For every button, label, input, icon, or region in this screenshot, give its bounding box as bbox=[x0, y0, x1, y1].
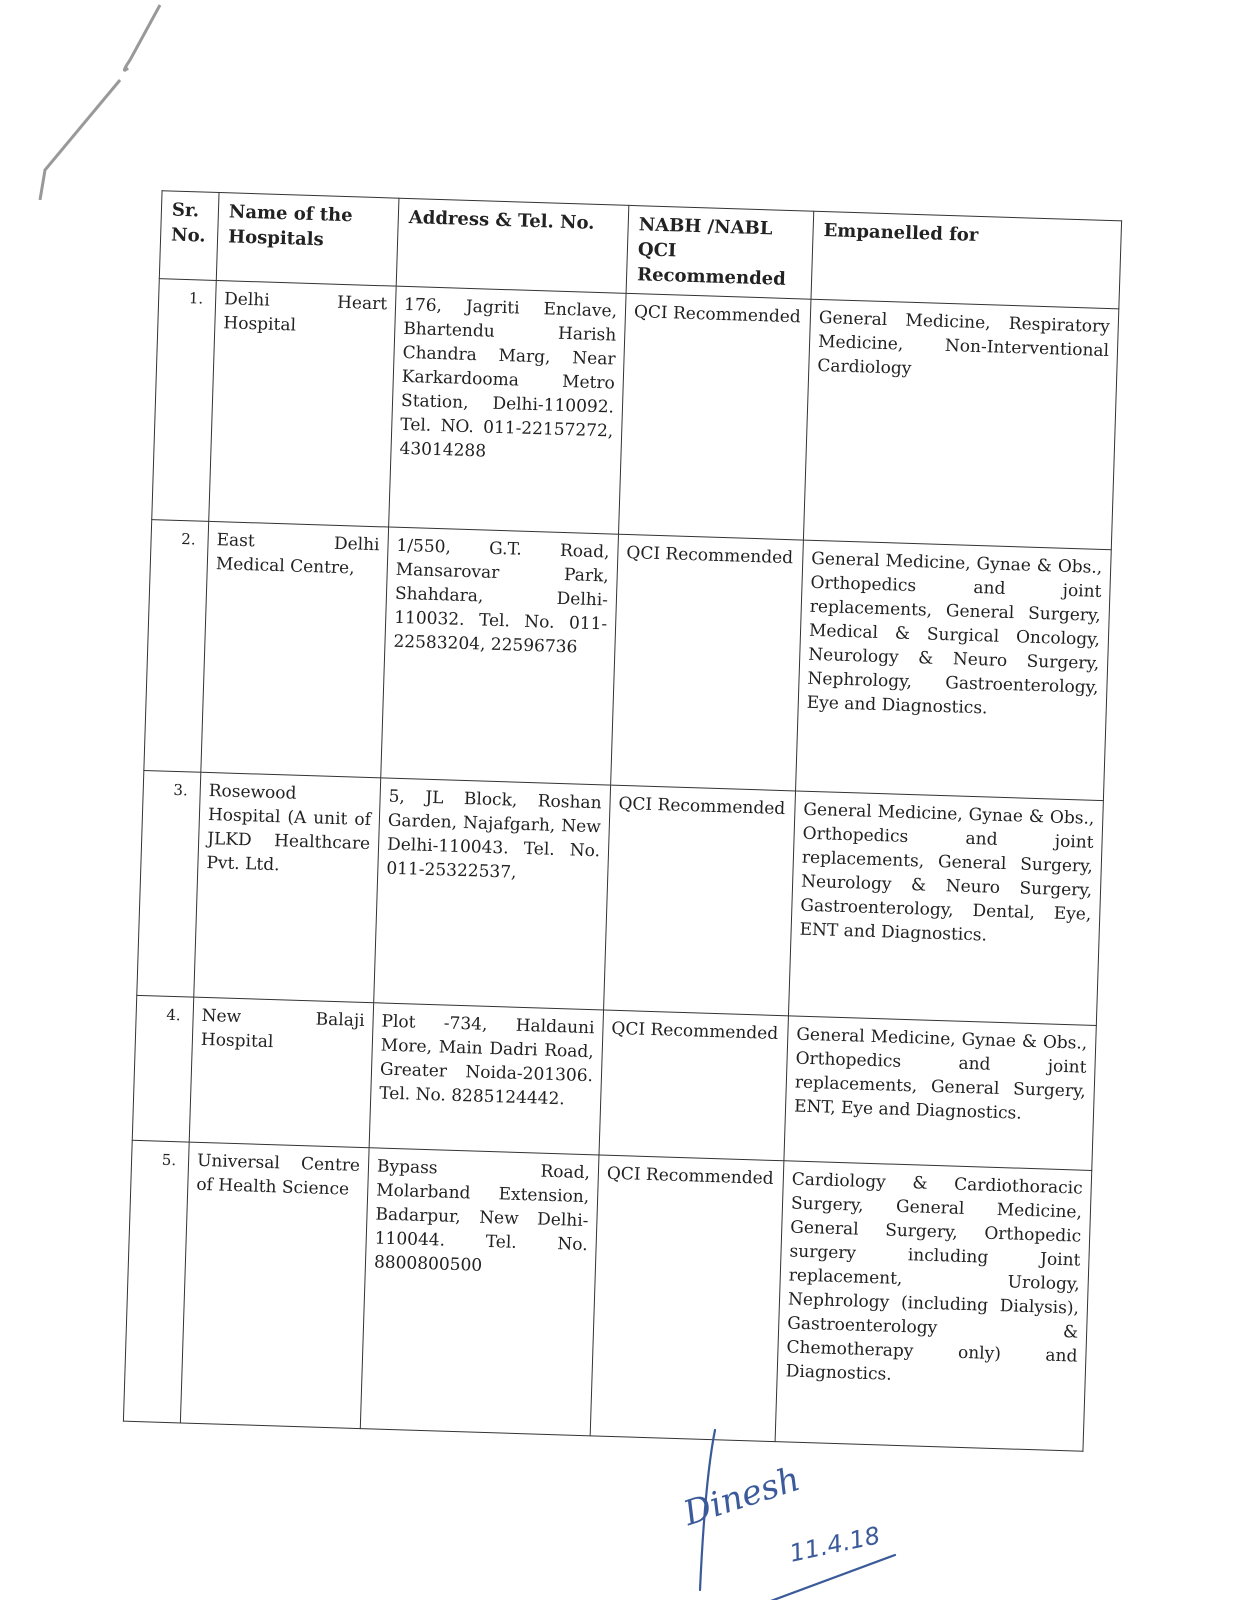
cell-sr: 3. bbox=[137, 770, 201, 997]
cell-accreditation: QCI Recommended bbox=[590, 1155, 784, 1442]
signature-date: 11.4.18 bbox=[787, 1521, 883, 1568]
cell-address: 5, JL Block, Roshan Garden, Najafgarh, New Delhi-110043. Tel. No. 011-25322537, bbox=[374, 778, 611, 1010]
hospital-empanelment-table bbox=[123, 190, 1122, 1452]
header-hospital-name: Name of the Hospitals bbox=[216, 193, 399, 287]
header-empanelled-for: Empanelled for bbox=[811, 211, 1122, 309]
cell-address: 1/550, G.T. Road, Mansarovar Park, Shahdara, Delhi-110032. Tel. No. 011-22583204, 22596736 bbox=[381, 527, 619, 785]
cell-accreditation: QCI Recommended bbox=[611, 534, 804, 791]
page-fold-mark bbox=[0, 0, 170, 200]
cell-empanelled: General Medicine, Gynae & Obs., Orthopedics and joint replacements, General Surgery, Medical & Surgical Oncology, Neurology & Neuro Surgery, Nephrology, Gastroenterology, Eye and Diagnostics. bbox=[796, 540, 1112, 801]
cell-accreditation: QCI Recommended bbox=[619, 293, 811, 540]
cell-name: Delhi Heart Hospital bbox=[209, 280, 396, 527]
cell-name: New Balaji Hospital bbox=[189, 997, 373, 1148]
table-row bbox=[144, 520, 1111, 801]
cell-sr: 5. bbox=[123, 1140, 189, 1423]
cell-accreditation: QCI Recommended bbox=[604, 785, 796, 1016]
cell-sr: 4. bbox=[132, 995, 194, 1142]
header-sr-no: Sr. No. bbox=[159, 191, 219, 281]
cell-empanelled: General Medicine, Respiratory Medicine, Non-Interventional Cardiology bbox=[803, 299, 1118, 550]
cell-sr: 1. bbox=[152, 279, 217, 522]
cell-accreditation: QCI Recommended bbox=[599, 1010, 788, 1161]
header-accreditation: NABH /NABL QCI Recommended bbox=[626, 205, 814, 299]
cell-name: East Delhi Medical Centre, bbox=[201, 521, 389, 778]
cell-name: Rosewood Hospital (A unit of JLKD Healthcare Pvt. Ltd. bbox=[194, 772, 381, 1003]
table-row bbox=[137, 770, 1104, 1025]
cell-empanelled: General Medicine, Gynae & Obs., Orthopedics and joint replacements, General Surgery, Neurology & Neuro Surgery, Gastroenterology, Dental, Eye, ENT and Diagnostics. bbox=[788, 791, 1103, 1026]
cell-empanelled: Cardiology & Cardiothoracic Surgery, General Medicine, General Surgery, Orthopedic surgery including Joint replacement, Urology, Nephrology (including Dialysis), Gastroenterology & Chemotherapy only) and Diagnostics. bbox=[775, 1161, 1092, 1452]
header-address: Address & Tel. No. bbox=[396, 198, 629, 293]
cell-name: Universal Centre of Health Science bbox=[180, 1142, 369, 1429]
table-row bbox=[123, 1140, 1091, 1451]
cell-address: 176, Jagriti Enclave, Bhartendu Harish Chandra Marg, Near Karkardooma Metro Station, Delhi-110092. Tel. NO. 011-22157272, 43014288 bbox=[389, 286, 626, 534]
cell-sr: 2. bbox=[144, 520, 209, 773]
table-row bbox=[152, 279, 1119, 550]
cell-address: Bypass Road, Molarband Extension, Badarpur, New Delhi-110044. Tel. No. 8800800500 bbox=[360, 1148, 599, 1436]
cell-address: Plot -734, Haldauni More, Main Dadri Road, Greater Noida-201306. Tel. No. 8285124442. bbox=[369, 1003, 603, 1155]
signature-name: Dinesh bbox=[678, 1459, 805, 1535]
cell-empanelled: General Medicine, Gynae & Obs., Orthopedics and joint replacements, General Surgery, ENT, Eye and Diagnostics. bbox=[784, 1016, 1096, 1171]
hospital-table-sheet bbox=[123, 190, 1121, 1452]
